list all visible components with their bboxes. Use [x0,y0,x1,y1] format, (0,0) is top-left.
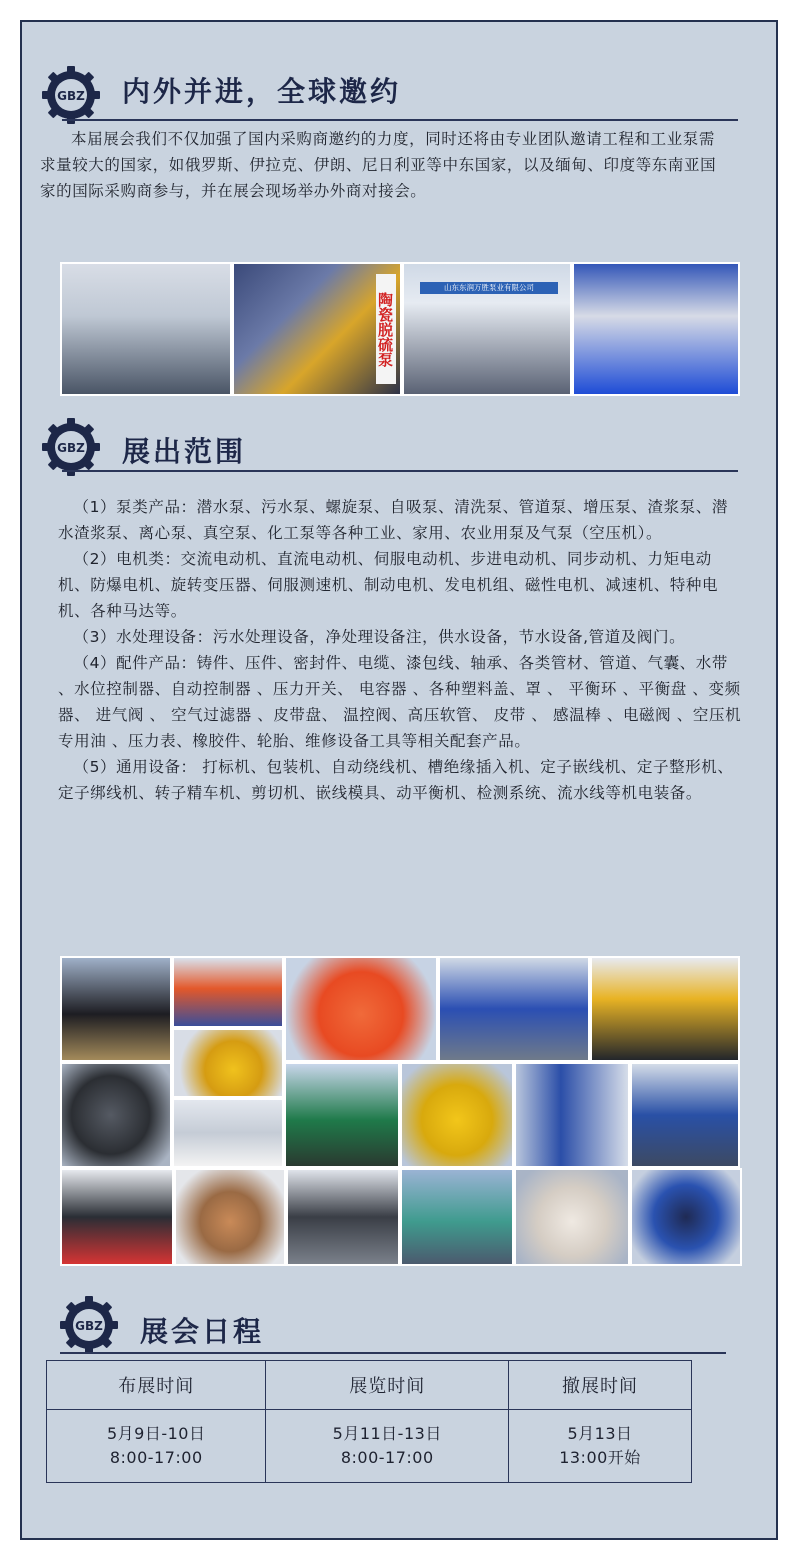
exhibition-time-cell [266,1410,509,1483]
scope-item-parts: （4）配件产品：铸件、压件、密封件、电缆、漆包线、轴承、各类管材、管道、气囊、水带 、水位控制器、自动控制器 、压力开关、 电容器 、各种塑料盖、罩 、 平衡环 、平衡盘 、变频器、 进气阀 、 空气过滤器 、皮带盘、 温控阀、高压软管、 皮带 、 感温棒 、电磁阀 、空压机专用油 、压力表、橡胶件、轮胎、维修设备工具等相关配套产品。 [58,654,742,750]
photo-yellow-self-priming-pump [400,1062,514,1168]
photo-blue-vertical-pump [438,956,590,1062]
svg-text:GBZ: GBZ [57,89,85,103]
photo-blue-large-pump [630,1168,742,1266]
header-teardown-time: 撤展时间 [509,1361,692,1410]
exhibition-hours: 8:00-17:00 [340,1448,434,1467]
gbz-gear-logo-icon [58,1294,120,1356]
schedule-row [47,1410,692,1483]
schedule-table [46,1360,692,1483]
photo-motor-rotor [60,956,172,1062]
exhibition-dates: 5月11日-13日 [332,1424,442,1443]
photo-blue-inline-pumps [630,1062,740,1168]
photo-pump-impeller [60,1062,172,1168]
photo-orange-slurry-pump [284,956,438,1062]
photo-blue-deep-well-pumps [514,1062,630,1168]
section-title: 展会日程 [140,1315,265,1348]
photo-cnc-machine [286,1168,400,1266]
photo-white-slurry-pump [514,1168,630,1266]
photo-control-cabinets [60,1168,174,1266]
photo-teal-motors [400,1168,514,1266]
scope-item-water-treatment: （3）水处理设备：污水处理设备，净处理设备注，供水设备，节水设备,管道及阀门。 [73,628,686,646]
photo-white-pump [172,1098,284,1168]
gbz-gear-logo-icon [40,64,102,126]
svg-text:GBZ: GBZ [75,1319,103,1333]
scope-item-general-equipment: （5）通用设备： 打标机、包装机、自动绕线机、槽绝缘插入机、定子嵌线机、定子整形机、定子绑线机、转子精车机、剪切机、嵌线模具、动平衡机、检测系统、流水线等机电装备。 [58,758,734,802]
teardown-hours: 13:00开始 [559,1448,641,1467]
photo-ceramic-pump-booth: 陶瓷脱硫泵 [232,262,402,396]
scope-item-motors: （2）电机类：交流电动机、直流电动机、伺服电动机、步进电动机、同步动机、力矩电动机、防爆电机、旋转变压器、伺服测速机、制动电机、发电机组、磁性电机、减速机、特种电机、各种马达等。 [58,550,719,620]
schedule-header-row [47,1361,692,1410]
title-underline [60,1352,726,1354]
setup-hours: 8:00-17:00 [109,1448,203,1467]
photo-blue-pump-meeting [572,262,740,396]
scope-item-pumps: （1）泵类产品：潜水泵、污水泵、螺旋泵、自吸泵、清洗泵、管道泵、增压泵、渣浆泵、潜水渣浆泵、离心泵、真空泵、化工泵等各种工业、家用、农业用泵及气泵（空压机）。 [58,498,728,542]
section-title: 内外并进，全球邀约 [122,75,402,108]
teardown-date: 5月13日 [567,1424,633,1443]
scope-list [58,494,744,806]
header-setup-time: 布展时间 [47,1361,266,1410]
photo-yellow-pump [172,1028,284,1098]
photo-green-pump [284,1062,400,1168]
header-exhibition-time: 展览时间 [266,1361,509,1410]
paragraph-text: 本届展会我们不仅加强了国内采购商邀约的力度，同时还将由专业团队邀请工程和工业泵需求量较大的国家，如俄罗斯、伊拉克、伊朗、尼日利亚等中东国家，以及缅甸、印度等东南亚国家的国际采购商参与，并在展会现场举办外商对接会。 [40,130,717,200]
photo-booth-delegation: 山东东润万胜泵业有限公司 [402,262,572,396]
photo-orange-submersible-pump [172,956,284,1028]
setup-dates: 5月9日-10日 [106,1424,206,1443]
title-underline [62,470,738,472]
gbz-gear-logo-icon [40,416,102,478]
photo-motor-stators [174,1168,286,1266]
svg-text:GBZ: GBZ [57,441,85,455]
teardown-time-cell [509,1410,692,1483]
title-underline [62,119,738,121]
photo-exhibition-visitors [60,262,232,396]
photo-yellow-generator [590,956,740,1062]
section-title: 展出范围 [122,435,247,468]
setup-time-cell [47,1410,266,1483]
invitation-paragraph [40,126,720,204]
